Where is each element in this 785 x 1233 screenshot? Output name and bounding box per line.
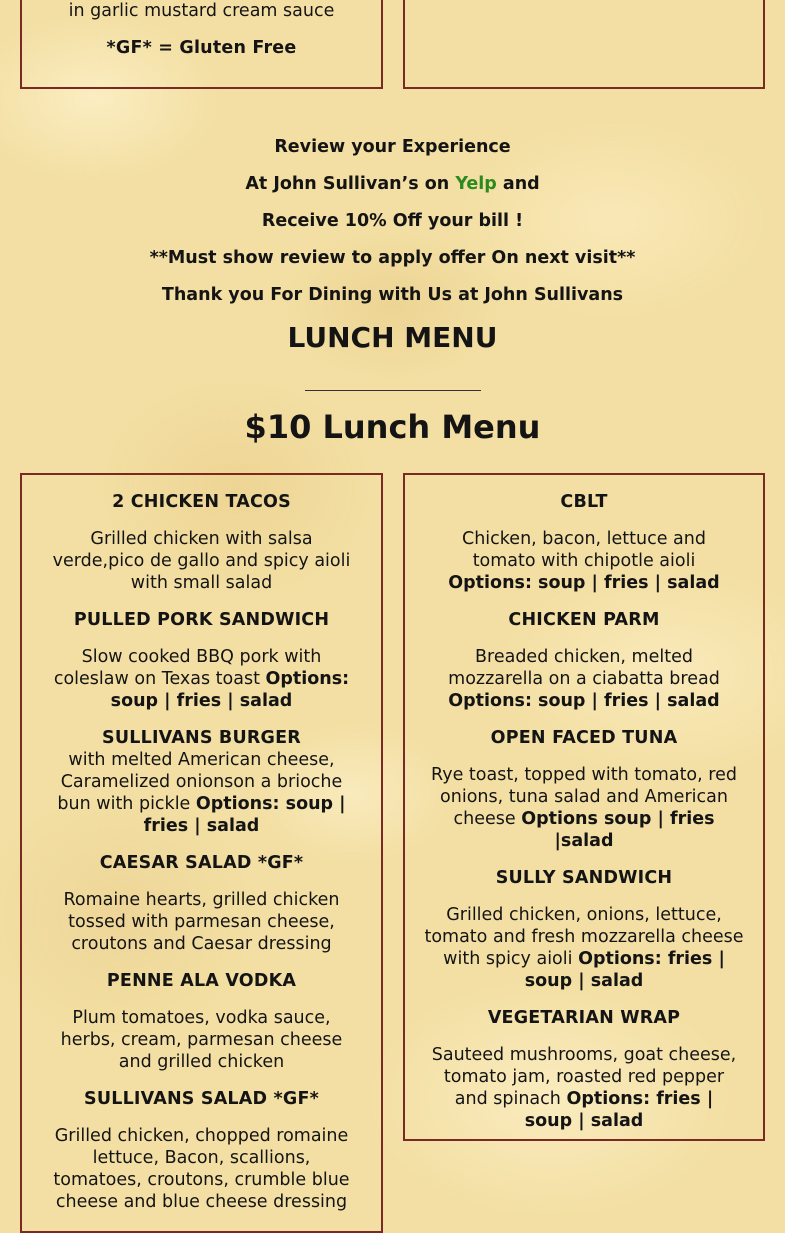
gluten-free-note: *GF* = Gluten Free	[106, 38, 297, 58]
item-desc-sullivans-salad: Grilled chicken, chopped romaine lettuce, Bacon, scallions, tomatoes, croutons, crumble blue cheese and blue cheese dressing	[53, 1126, 350, 1212]
tuna-desc-text: Rye toast, topped with tomato, red onions, tuna salad and American cheese	[431, 765, 737, 829]
pulled-pork-options: Options: soup | fries | salad	[110, 669, 350, 711]
review-line-3: Receive 10% Off your bill !	[261, 211, 524, 231]
top-right-menu-box	[403, 0, 765, 89]
item-title-sullivans-salad: SULLIVANS SALAD *GF*	[84, 1089, 319, 1109]
item-title-sullivans-burger: SULLIVANS BURGER	[102, 728, 301, 748]
review-line-2-post: and	[496, 174, 540, 194]
sully-desc-text: Grilled chicken, onions, lettuce, tomato and fresh mozzarella cheese with spicy aioli	[424, 905, 744, 969]
item-title-penne-vodka: PENNE ALA VODKA	[106, 971, 297, 991]
wrap-desc-text: Sauteed mushrooms, goat cheese, tomato jam, roasted red pepper and spinach	[431, 1045, 737, 1109]
item-title-cblt: CBLT	[560, 492, 608, 512]
item-desc-chicken-tacos: Grilled chicken with salsa verde,pico de gallo and spicy aioli with small salad	[52, 529, 351, 593]
wrap-options: Options: fries | soup | salad	[524, 1089, 714, 1131]
item-title-chicken-parm: CHICKEN PARM	[508, 610, 660, 630]
review-line-2	[0, 173, 785, 195]
item-desc-caesar-salad: Romaine hearts, grilled chicken tossed with parmesan cheese, croutons and Caesar dressing	[63, 890, 340, 954]
item-desc-vegetarian-wrap	[405, 1044, 763, 1132]
cblt-desc-text: Chicken, bacon, lettuce and tomato with chipotle aioli	[462, 529, 706, 571]
item-title-pulled-pork: PULLED PORK SANDWICH	[73, 610, 330, 630]
item-desc-cblt	[405, 528, 763, 594]
burger-options: Options: soup | fries | salad	[143, 794, 346, 836]
parm-desc-text: Breaded chicken, melted mozzarella on a ciabatta bread	[448, 647, 720, 689]
left-lunch-box	[20, 473, 383, 1233]
item-title-open-faced-tuna: OPEN FACED TUNA	[490, 728, 678, 748]
item-desc-open-faced-tuna	[405, 764, 763, 852]
review-line-2-pre: At John Sullivan’s on	[245, 174, 456, 194]
lunch-menu-subheading: $10 Lunch Menu	[244, 408, 541, 446]
review-line-5: Thank you For Dining with Us at John Sullivans	[161, 285, 624, 305]
item-desc-sullivans-burger	[22, 749, 381, 837]
lunch-menu-heading: LUNCH MENU	[287, 321, 498, 354]
yelp-link[interactable]: Yelp	[455, 174, 497, 194]
right-lunch-box	[403, 473, 765, 1141]
pulled-pork-desc-text: Slow cooked BBQ pork with coleslaw on Texas toast	[53, 647, 322, 689]
tuna-options: Options soup | fries |salad	[521, 809, 715, 851]
item-desc-pulled-pork	[22, 646, 381, 712]
review-line-4: **Must show review to apply offer On next visit**	[149, 248, 636, 268]
item-title-chicken-tacos: 2 CHICKEN TACOS	[112, 492, 291, 512]
item-desc-penne-vodka: Plum tomatoes, vodka sauce, herbs, cream, parmesan cheese and grilled chicken	[60, 1008, 343, 1072]
item-title-sully-sandwich: SULLY SANDWICH	[495, 868, 673, 888]
burger-desc-text: with melted American cheese, Caramelized onionson a brioche bun with pickle	[57, 750, 343, 814]
item-title-caesar-salad: CAESAR SALAD *GF*	[99, 853, 304, 873]
top-left-menu-box	[20, 0, 383, 89]
cblt-options: Options: soup | fries | salad	[448, 573, 720, 593]
item-title-vegetarian-wrap: VEGETARIAN WRAP	[487, 1008, 681, 1028]
item-desc-chicken-parm	[405, 646, 763, 712]
top-left-item-desc: in garlic mustard cream sauce	[68, 1, 335, 21]
item-desc-sully-sandwich	[405, 904, 763, 992]
review-line-1: Review your Experience	[274, 137, 511, 157]
section-divider	[305, 390, 481, 391]
sully-options: Options: fries | soup | salad	[524, 949, 725, 991]
parm-options: Options: soup | fries | salad	[448, 691, 720, 711]
